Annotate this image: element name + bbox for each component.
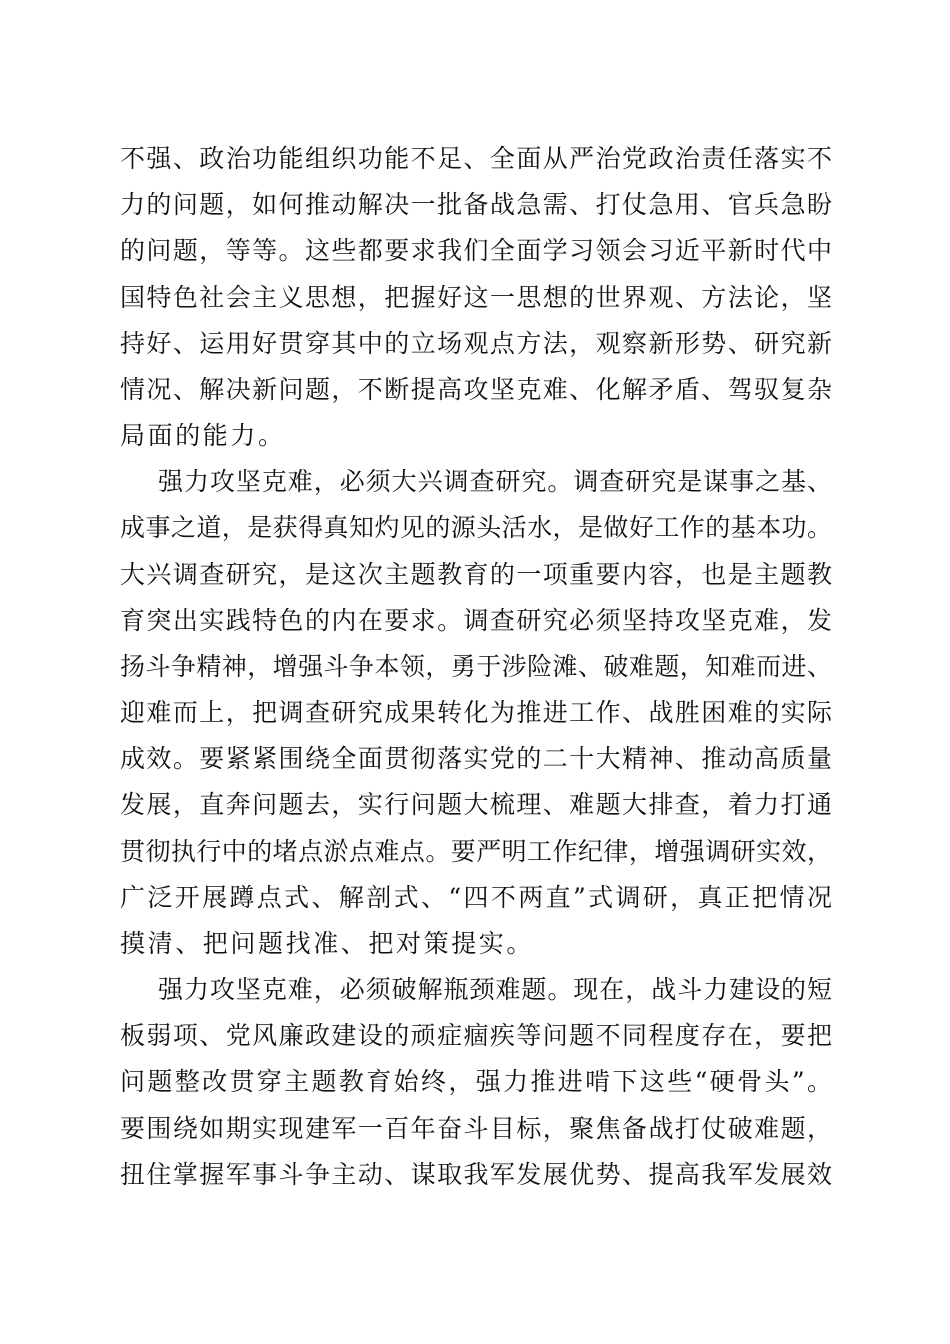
text-line: 摸清、把问题找准、把对策提实。 (120, 929, 535, 958)
text-line: 发展，直奔问题去，实行问题大梳理、难题大排查，着力打通 (120, 790, 832, 819)
text-line: 要围绕如期实现建军一百年奋斗目标，聚焦备战打仗破难题， (120, 1114, 832, 1143)
text-line: 迎难而上，把调查研究成果转化为推进工作、战胜困难的实际 (120, 698, 832, 727)
text-line: 局面的能力。 (120, 421, 286, 450)
paragraph-first-line: 强力攻坚克难，必须破解瓶颈难题。现在，战斗力建设的短 (158, 975, 832, 1004)
text-line: 板弱项、党风廉政建设的顽症痼疾等问题不同程度存在，要把 (120, 1021, 832, 1050)
text-line: 情况、解决新问题，不断提高攻坚克难、化解矛盾、驾驭复杂 (120, 375, 832, 404)
text-line: 大兴调查研究，是这次主题教育的一项重要内容，也是主题教 (120, 560, 832, 589)
text-line: 扭住掌握军事斗争主动、谋取我军发展优势、提高我军发展效 (120, 1160, 832, 1189)
text-line: 的问题，等等。这些都要求我们全面学习领会习近平新时代中 (120, 236, 832, 265)
text-line: 力的问题，如何推动解决一批备战急需、打仗急用、官兵急盼 (120, 190, 832, 219)
text-line: 扬斗争精神，增强斗争本领，勇于涉险滩、破难题，知难而进、 (120, 652, 832, 681)
paragraph-first-line: 强力攻坚克难，必须大兴调查研究。调查研究是谋事之基、 (158, 467, 832, 496)
text-line: 国特色社会主义思想，把握好这一思想的世界观、方法论，坚 (120, 283, 832, 312)
text-line: 成效。要紧紧围绕全面贯彻落实党的二十大精神、推动高质量 (120, 744, 832, 773)
text-line: 育突出实践特色的内在要求。调查研究必须坚持攻坚克难，发 (120, 606, 832, 635)
text-line: 不强、政治功能组织功能不足、全面从严治党政治责任落实不 (120, 144, 832, 173)
text-line: 成事之道，是获得真知灼见的源头活水，是做好工作的基本功。 (120, 513, 832, 542)
text-line: 持好、运用好贯穿其中的立场观点方法，观察新形势、研究新 (120, 329, 832, 358)
text-line: 问题整改贯穿主题教育始终，强力推进啃下这些“硬骨头”。 (120, 1067, 832, 1096)
text-line: 广泛开展蹲点式、解剖式、“四不两直”式调研，真正把情况 (120, 883, 832, 912)
text-line: 贯彻执行中的堵点淤点难点。要严明工作纪律，增强调研实效， (120, 837, 832, 866)
